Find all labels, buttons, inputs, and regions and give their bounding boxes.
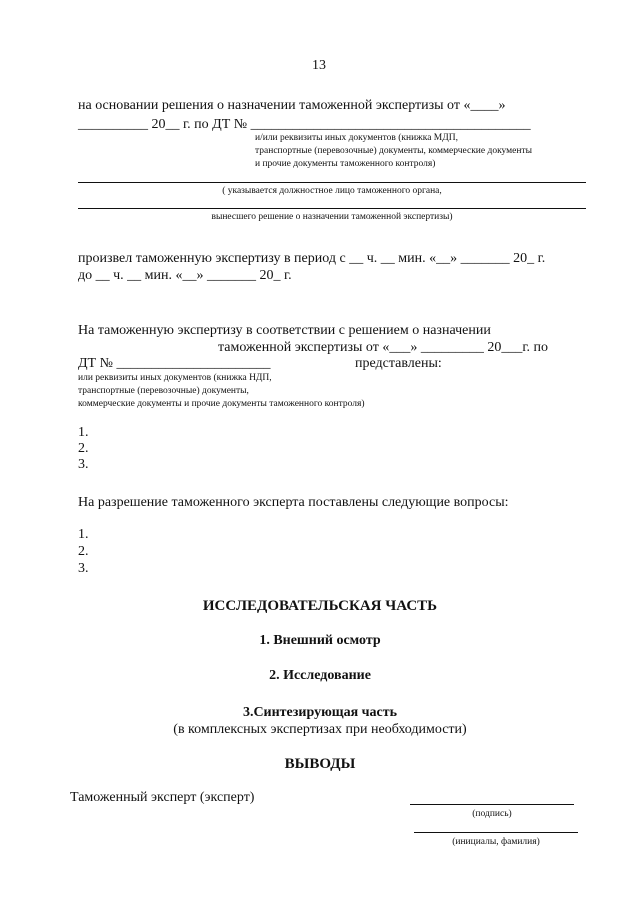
official-note-2: вынесшего решение о назначении таможенной экспертизы) [211,212,453,222]
question-item-1: 1. [78,527,89,542]
period-line-2: до __ ч. __ мин. «__» _______ 20_ г. [78,268,292,283]
research-section-3-note: (в комплексных экспертизах при необходимости) [173,722,467,737]
research-section-3: 3.Синтезирующая часть [242,705,398,720]
basis-line-1: на основании решения о назначении таможенной экспертизы от «____» [78,98,506,113]
question-item-3: 3. [78,561,89,576]
expert-label: Таможенный эксперт (эксперт) [70,790,255,805]
basis-note-3: и прочие документы таможенного контроля) [255,159,436,169]
submitted-note-1: или реквизиты иных документов (книжка НДП, [78,373,272,383]
research-section-1: 1. Внешний осмотр [259,633,381,648]
name-caption: (инициалы, фамилия) [452,837,540,847]
official-note-1: ( указывается должностное лицо таможенного органа, [222,186,442,196]
research-section-2: 2. Исследование [269,668,371,683]
submitted-note-2: транспортные (перевозочные) документы, [78,386,249,396]
submitted-presented: представлены: [355,356,442,371]
submitted-note-3: коммерческие документы и прочие документы таможенного контроля) [78,399,365,409]
official-line-2 [78,208,586,209]
submitted-line-2: таможенной экспертизы от «___» _________ 20___г. по [218,340,549,355]
basis-note-1: и/или реквизиты иных документов (книжка МДП, [255,133,458,143]
basis-note-2: транспортные (перевозочные) документы, коммерческие документы [255,146,533,156]
conclusions-title: ВЫВОДЫ [284,756,356,772]
submitted-dt-label: ДТ № ______________________ [78,356,271,371]
submitted-item-2: 2. [78,441,89,456]
name-line [414,832,578,833]
submitted-line-1: На таможенную экспертизу в соответствии с решением о назначении [78,323,491,338]
signature-caption: (подпись) [472,809,512,819]
signature-line [410,804,574,805]
period-line-1: произвел таможенную экспертизу в период с __ ч. __ мин. «__» _______ 20_ г. [78,251,546,266]
basis-line-2: __________ 20__ г. по ДТ № ________________________________________ [78,117,531,132]
submitted-item-3: 3. [78,457,89,472]
page-number: 13 [312,58,326,73]
official-line-1 [78,182,586,183]
questions-heading: На разрешение таможенного эксперта поставлены следующие вопросы: [78,495,509,510]
question-item-2: 2. [78,544,89,559]
submitted-item-1: 1. [78,425,89,440]
research-title: ИССЛЕДОВАТЕЛЬСКАЯ ЧАСТЬ [202,598,438,614]
